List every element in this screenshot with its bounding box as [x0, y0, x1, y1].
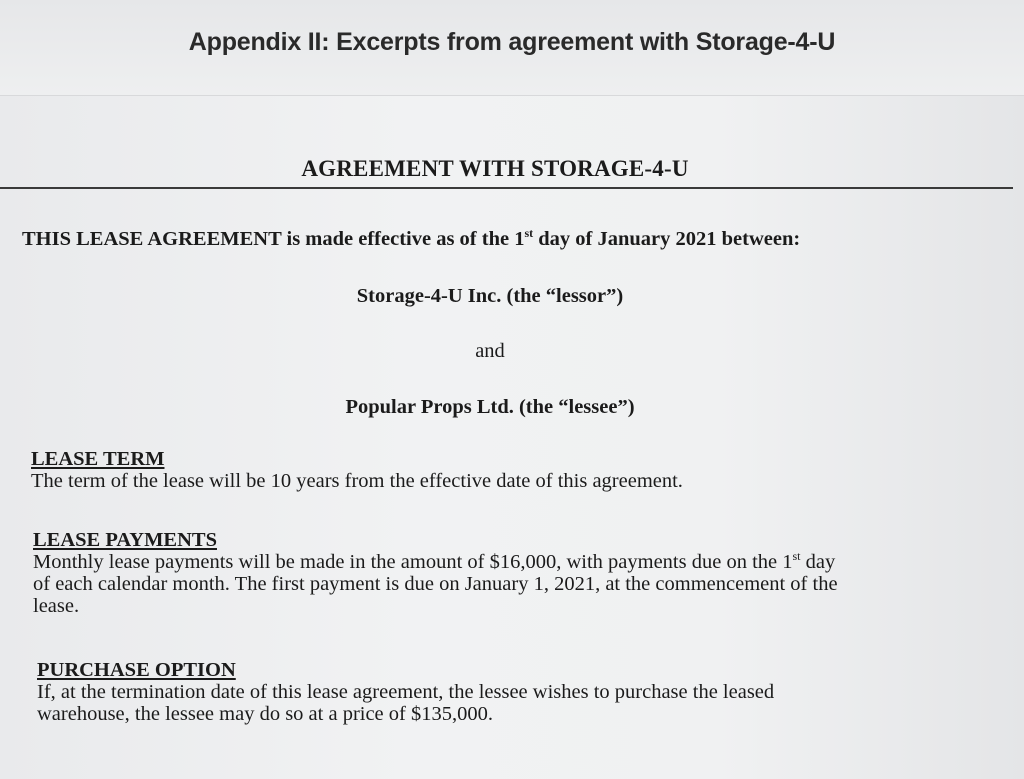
lease-payments-superscript: st	[792, 549, 801, 564]
party-joiner: and	[475, 340, 505, 362]
intro-superscript: st	[524, 226, 534, 240]
lease-payments-line-1-text: Monthly lease payments will be made in the amount of $16,000, with payments due on the 1	[33, 551, 793, 573]
heading-rule	[0, 187, 1013, 189]
lease-payments-heading: LEASE PAYMENTS	[33, 529, 217, 551]
lessee-party: Popular Props Ltd. (the “lessee”)	[345, 396, 635, 418]
purchase-option-heading: PURCHASE OPTION	[37, 659, 236, 681]
intro-paragraph	[22, 226, 1012, 251]
agreement-heading: AGREEMENT WITH STORAGE-4-U	[301, 156, 689, 181]
lease-payments-line-1	[33, 551, 953, 573]
lease-payments-line-1-end: day	[800, 551, 836, 573]
appendix-title: Appendix II: Excerpts from agreement with Storage-4-U	[188, 28, 836, 56]
lease-payments-section	[33, 529, 953, 617]
intro-text-part1: THIS LEASE AGREEMENT is made effective as of the 1	[22, 227, 525, 250]
intro-text-part2: day of January 2021 between:	[533, 227, 801, 250]
purchase-option-line-1: If, at the termination date of this lease agreement, the lessee wishes to purchase the leased	[37, 681, 775, 703]
lease-term-text: The term of the lease will be 10 years from the effective date of this agreement.	[31, 470, 683, 492]
lessor-party: Storage-4-U Inc. (the “lessor”)	[356, 285, 624, 307]
purchase-option-section	[37, 659, 937, 725]
lease-term-section	[31, 448, 991, 492]
lease-payments-line-2: of each calendar month. The first payment is due on January 1, 2021, at the commencement of the	[33, 573, 838, 595]
lease-term-heading: LEASE TERM	[31, 448, 165, 470]
lease-payments-line-3: lease.	[33, 595, 80, 617]
purchase-option-line-2: warehouse, the lessee may do so at a price of $135,000.	[37, 703, 493, 725]
